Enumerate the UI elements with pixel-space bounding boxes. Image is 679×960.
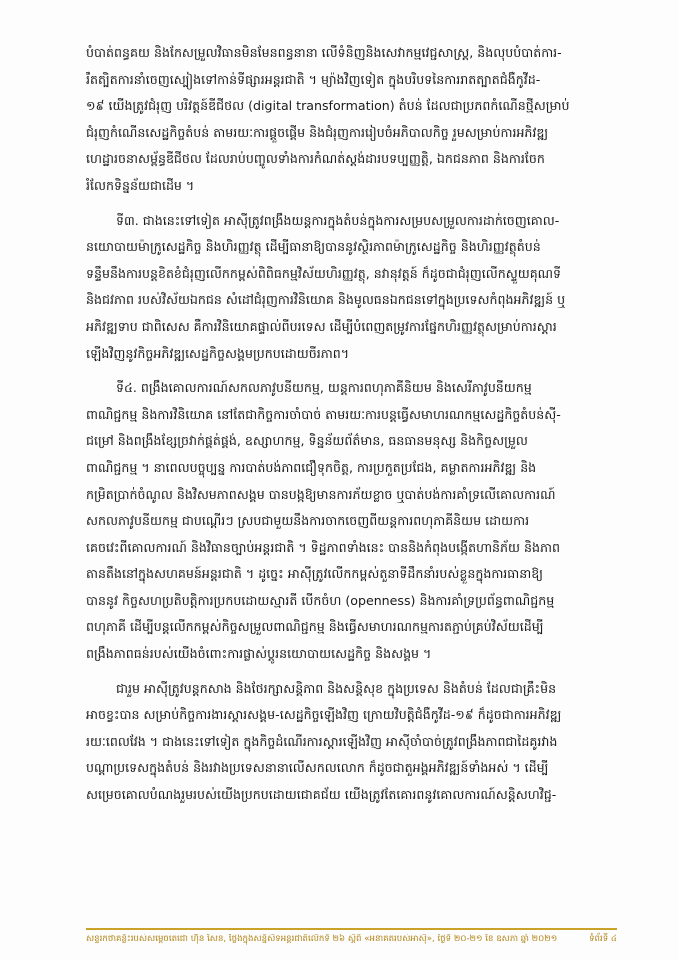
text-line: ទី៣. ជាងនេះទៅទៀត អាស៊ីត្រូវពង្រឹងយន្តការក្នុងតំបន់ក្នុងការសម្របសម្រួលការដាក់ចេញគោល- [116, 212, 560, 228]
text-line: ជំរុញកំណើនសេដ្ឋកិច្ចតំបន់ តាមរយៈការផ្តួចផ្តើម និងជំរុញការរៀបចំអភិបាលកិច្ច រួមសម្រាប់ការអភិវឌ្ឍ [86, 124, 549, 140]
text-line: អភិវឌ្ឍទាប ជាពិសេស គឺការវិនិយោគផ្ទាល់ពីបរទេស ដើម្បីបំពេញតម្រូវការផ្នែកហិរញ្ញវត្ថុសម្រាប់ការស្តារ [86, 318, 557, 334]
text-line: ជារួម អាស៊ីត្រូវបន្តកសាង និងថែរក្សាសន្តិភាព និងសន្តិសុខ ក្នុងប្រទេស និងតំបន់ ដែលជាគ្រឹះមិន [116, 680, 557, 696]
text-line: ពាណិជ្ជកម្ម ។ នាពេលបច្ចុប្បន្ន ការបាត់បង់ភាពជឿទុកចិត្ត, ការប្រកួតប្រជែង, គម្លាតការអភិវឌ្ឍ និង [86, 459, 537, 475]
text-line: និងជវភាព របស់វិស័យឯកជន សំដៅជំរុញការវិនិយោគ និងមូលធនឯកជនទៅក្នុងប្រទេសកំពុងអភិវឌ្ឍន៍ ឬ [86, 292, 566, 308]
paragraph-digital-transformation [86, 40, 617, 200]
text-line: កម្រិតប្រាក់ចំណូល និងវិសមភាពសង្គម បានបង្កឱ្យមានការភ័យខ្លាច ឬបាត់បង់ការគាំទ្រលើគោលការណ៍ [86, 486, 556, 502]
text-line: នយោបាយម៉ាក្រូសេដ្ឋកិច្ច និងហិរញ្ញវត្ថុ ដើម្បីធានាឱ្យបាននូវស្ថិរភាពម៉ាក្រូសេដ្ឋកិច្ច និងហិរញ្ញវត្ថុតំបន់ [86, 239, 541, 255]
page-footer [86, 934, 617, 946]
footer-divider [86, 928, 617, 930]
text-line: បំបាត់ពន្ធគយ និងកែសម្រួលវិធានមិនមែនពន្ធនានា លើទំនិញនិងសេវាកម្មវេជ្ជសាស្ត្រ, និងលុបបំបាត់ការ- [86, 45, 562, 60]
text-line: ហេដ្ឋារចនាសម្ព័ន្ធឌីជីថល ដែលរាប់បញ្ចូលទាំងការកំណត់ស្តង់ដារបទប្បញ្ញត្តិ, ឯកជនភាព និងការចែក [86, 151, 545, 167]
document-body [86, 40, 617, 817]
text-line: ពាណិជ្ជកម្ម និងការវិនិយោគ នៅតែជាកិច្ចការចាំបាច់ តាមរយៈការបន្តធ្វើសមាហរណកម្មសេដ្ឋកិច្ចតំបន់ស៊ី- [86, 406, 561, 422]
paragraph-point-4 [86, 375, 617, 668]
footer-source: សន្ទរកថាគន្លឹះរបស់សម្តេចតេជោ ហ៊ុន សែន, ថ្លែងក្នុងសន្និសីទអន្តរជាតិលើកទី ២៦ ស្តីពី «អនាគតរបស់អាស៊ី», ថ្ងៃទី ២០-២១ ខែ ឧសភា ឆ្នាំ ២០២១ [86, 934, 558, 944]
text-line: រយៈពេលវែង ។ ជាងនេះទៅទៀត ក្នុងកិច្ចដំណើរការស្តារឡើងវិញ អាស៊ីចាំបាច់ត្រូវពង្រឹងភាពជាដៃគូរវាង [86, 733, 558, 749]
text-line: ទន្ទឹមនឹងការបន្តខិតខំជំរុញលើកកម្ពស់ពិពិធកម្មវិស័យហិរញ្ញវត្ថុ, នវានុវត្តន៍ ក៏ដូចជាជំរុញលើកស្ទួយគុណទី [86, 265, 562, 281]
page-number: ទំព័រទី ៤ [589, 934, 617, 944]
paragraph-point-3 [86, 208, 617, 368]
text-line: បណ្តាប្រទេសក្នុងតំបន់ និងរវាងប្រទេសនានាលើសកលលោក ក៏ដូចជាតួអង្គអភិវឌ្ឍន៍ទាំងអស់ ។ ដើម្បី [86, 760, 549, 776]
text-line: រឹតត្បិតការនាំចេញស្បៀងទៅកាន់ទីផ្សារអន្តរជាតិ ។ ម្យ៉ាងវិញទៀត ក្នុងបរិបទនៃការរាតត្បាតជំងឺកូវីដ- [86, 71, 541, 87]
text-line: ជម្រៅ និងពង្រឹងខ្សែច្រវាក់ផ្គត់ផ្គង់, ឧស្សាហកម្ម, ទិន្នន័យព័ត៌មាន, ធនធានមនុស្ស និងកិច្ចសម្រួល [86, 433, 528, 449]
text-line: ទី៤. ពង្រឹងគោលការណ៍សកលភាវូបនីយកម្ម, យន្តការពហុភាគីនិយម និងសេរីភាវូបនីយកម្ម [116, 380, 532, 396]
text-line: គេចវេះពីគោលការណ៍ និងវិធានច្បាប់អន្តរជាតិ ។ ទិដ្ឋភាពទាំងនេះ បាននិងកំពុងបង្កើតហានិភ័យ និងភាព [86, 539, 561, 555]
text-line: សកលភាវូបនីយកម្ម ជាបណ្តើរៗ ស្របជាមួយនឹងការចាកចេញពីយន្តការពហុភាគីនិយម ដោយការ [86, 513, 530, 529]
text-line: តានតឹងនៅក្នុងសហគមន៍អន្តរជាតិ ។ ដូច្នេះ អាស៊ីត្រូវលើកកម្ពស់តួនាទីដឹកនាំរបស់ខ្លួនក្នុងការធានាឱ្យ [86, 566, 544, 582]
text-line: ពង្រឹងភាពធន់របស់យើងចំពោះការផ្លាស់ប្តូរនយោបាយសេដ្ឋកិច្ច និងសង្គម ។ [86, 646, 432, 662]
text-line: បាននូវ កិច្ចសហប្រតិបត្តិការប្រកបដោយស្មារតី បើកចំហ (openness) និងការគាំទ្រប្រព័ន្ធពាណិជ្ជកម្ម [86, 592, 555, 608]
text-line: ១៩ យើងត្រូវជំរុញ បរិវត្តន៍ឌីជីថល (digital transformation) តំបន់ ដែលជាប្រភពកំណើនថ្មីសម្រាប់ [86, 98, 570, 114]
text-line: អាចខ្វះបាន សម្រាប់កិច្ចការងារស្តារសង្គម-សេដ្ឋកិច្ចឡើងវិញ ក្រោយវិបត្តិជំងឺកូវីដ-១៩ ក៏ដូចជាការអភិវឌ្ឍ [86, 707, 562, 723]
paragraph-conclusion [86, 676, 617, 809]
text-line: សម្រេចគោលបំណងរួមរបស់យើងប្រកបដោយជោគជ័យ យើងត្រូវតែគោរពនូវគោលការណ៍សន្តិសហវិជ្ជ- [86, 787, 557, 803]
text-line: ឡើងវិញនូវកិច្ចអភិវឌ្ឍសេដ្ឋកិច្ចសង្គមប្រកបដោយចីរភាព។ [86, 345, 350, 361]
text-line: ពហុភាគី ដើម្បីបន្តលើកកម្ពស់កិច្ចសម្រួលពាណិជ្ជកម្ម និងធ្វើសមាហរណកម្មការតភ្ជាប់គ្រប់វិស័យដើម្បី [86, 619, 544, 635]
text-line: រំលែកទិន្នន័យជាដើម ។ [86, 177, 195, 193]
